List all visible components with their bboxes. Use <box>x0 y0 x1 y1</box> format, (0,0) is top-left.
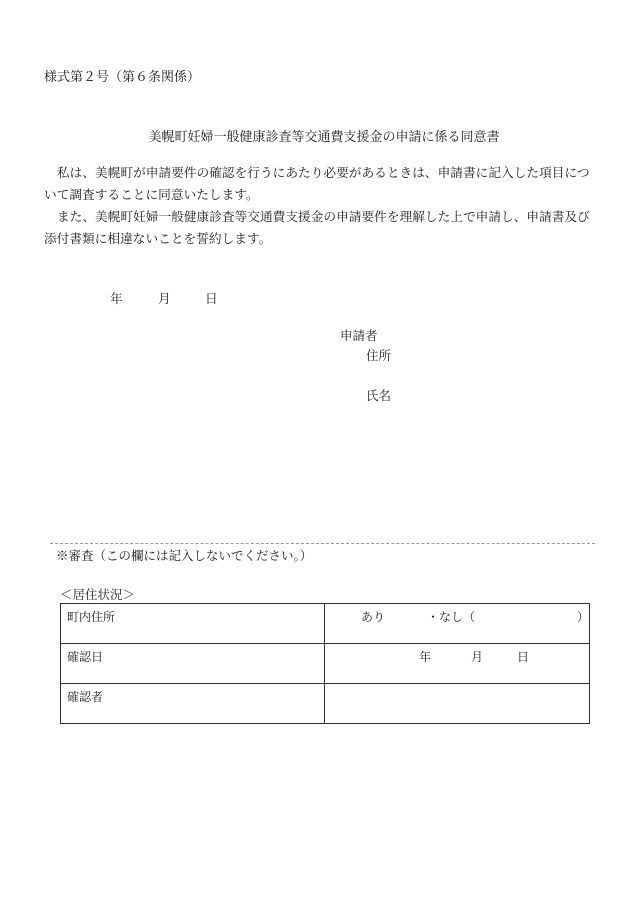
confirm-year: 年 <box>419 650 432 664</box>
date-day: 日 <box>205 291 218 306</box>
review-table <box>60 603 590 724</box>
pledge-paragraph <box>44 206 592 250</box>
table-row <box>61 604 590 644</box>
consent-text: 私は、美幌町が申請要件の確認を行うにあたり必要があるときは、申請書に記入した項目について調査することに同意いたします。 <box>44 165 590 202</box>
confirmer-value[interactable] <box>325 684 590 724</box>
town-address-label: 町内住所 <box>61 604 325 644</box>
option-yes: あり <box>361 610 386 624</box>
applicant-label: 申請者 <box>340 328 378 343</box>
pledge-text: また、美幌町妊婦一般健康診査等交通費支援金の申請要件を理解した上で申請し、申請書及び添付書類に相違ないことを誓約します。 <box>44 209 590 246</box>
date-year: 年 <box>110 291 123 306</box>
confirm-date-value[interactable] <box>325 644 590 684</box>
residence-heading: ＜居住状況＞ <box>60 587 136 602</box>
option-close-paren: ） <box>577 610 590 624</box>
review-divider <box>50 543 595 544</box>
consent-paragraph <box>44 162 592 206</box>
table-row <box>61 684 590 724</box>
confirm-day: 日 <box>517 650 530 664</box>
confirm-month: 月 <box>471 650 484 664</box>
confirm-date-label: 確認日 <box>61 644 325 684</box>
confirmer-label: 確認者 <box>61 684 325 724</box>
option-no: ・なし（ <box>427 610 476 624</box>
date-month: 月 <box>158 291 171 306</box>
review-note: ※審査（この欄には記入しないでください。） <box>56 548 313 563</box>
table-row <box>61 644 590 684</box>
form-number: 様式第２号（第６条関係） <box>44 70 201 85</box>
name-label: 氏名 <box>366 388 392 403</box>
document-title: 美幌町妊婦一般健康診査等交通費支援金の申請に係る同意書 <box>148 130 500 145</box>
town-address-value[interactable] <box>325 604 590 644</box>
address-label: 住所 <box>366 348 392 363</box>
